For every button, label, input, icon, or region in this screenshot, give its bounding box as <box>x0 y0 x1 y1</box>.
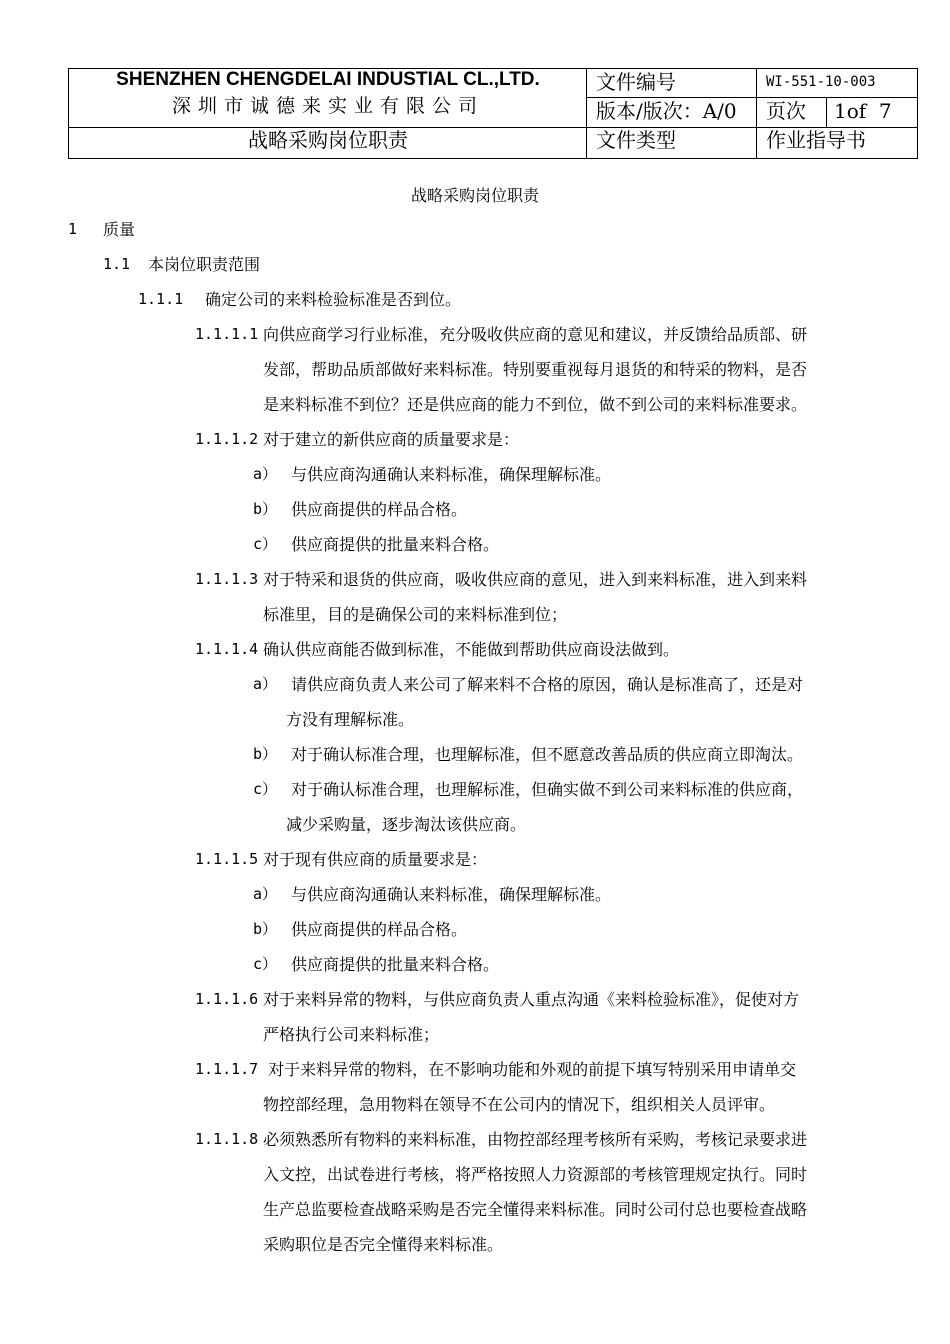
item-number: 1.1.1.6 <box>195 990 259 1008</box>
item-number: 1.1.1.7 <box>195 1060 259 1078</box>
item-number: 1.1.1.1 <box>195 325 259 343</box>
item-text: 减少采购量，逐步淘汰该供应商。 <box>286 815 527 834</box>
doc-type-value: 作业指导书 <box>766 128 866 152</box>
item-text: 对于来料异常的物料，与供应商负责人重点沟通《来料检验标准》，促使对方 <box>263 990 800 1009</box>
item-number: a） <box>253 675 278 693</box>
item-text: 本岗位职责范围 <box>148 255 261 274</box>
item-number: 1.1.1.4 <box>195 640 259 658</box>
page-label: 页次 <box>766 99 806 123</box>
item-number: 1.1.1.2 <box>195 430 259 448</box>
company-name-cn: 深圳市诚德来实业有限公司 <box>171 95 484 117</box>
doc-number-label: 文件编号 <box>596 70 676 94</box>
item-text: 对于现有供应商的质量要求是： <box>263 850 488 869</box>
item-text: 与供应商沟通确认来料标准，确保理解标准。 <box>291 465 612 484</box>
item-text: 对于建立的新供应商的质量要求是： <box>263 430 520 449</box>
item-text: 必须熟悉所有物料的来料标准，由物控部经理考核所有采购，考核记录要求进 <box>263 1130 808 1149</box>
item-text: 方没有理解标准。 <box>286 710 415 729</box>
item-number: 1.1.1.3 <box>195 570 259 588</box>
item-text: 确认供应商能否做到标准，不能做到帮助供应商设法做到。 <box>263 640 680 659</box>
item-text: 与供应商沟通确认来料标准，确保理解标准。 <box>291 885 612 904</box>
item-text: 入文控，出试卷进行考核，将严格按照人力资源部的考核管理规定执行。同时 <box>263 1165 808 1184</box>
item-text: 供应商提供的样品合格。 <box>291 500 468 519</box>
item-text: 对于确认标准合理，也理解标准，但确实做不到公司来料标准的供应商， <box>291 780 804 799</box>
item-number: 1.1.1 <box>138 290 184 308</box>
item-text: 质量 <box>103 220 136 239</box>
item-text: 采购职位是否完全懂得来料标准。 <box>263 1235 504 1254</box>
item-number: c） <box>253 780 278 798</box>
item-number: c） <box>253 955 278 973</box>
doc-type-label: 文件类型 <box>596 128 676 152</box>
item-text: 物控部经理，急用物料在领导不在公司内的情况下，组织相关人员评审。 <box>263 1095 776 1114</box>
item-text: 生产总监要检查战略采购是否完全懂得来料标准。同时公司付总也要检查战略 <box>263 1200 808 1219</box>
page-value: 1of 7 <box>834 99 892 123</box>
item-text: 供应商提供的批量来料合格。 <box>291 955 500 974</box>
item-text: 是来料标准不到位？还是供应商的能力不到位，做不到公司的来料标准要求。 <box>263 395 808 414</box>
company-name-en: SHENZHEN CHENGDELAI INDUSTIAL CL.,LTD. <box>116 69 540 90</box>
page-title: 战略采购岗位职责 <box>410 186 539 205</box>
doc-number-value: WI-551-10-003 <box>766 74 876 90</box>
document-name: 战略采购岗位职责 <box>248 128 408 152</box>
item-number: b） <box>253 920 278 938</box>
item-number: 1.1.1.8 <box>195 1130 259 1148</box>
item-number: a） <box>253 885 278 903</box>
item-number: 1.1 <box>103 255 131 273</box>
item-text: 供应商提供的样品合格。 <box>291 920 468 939</box>
item-text: 向供应商学习行业标准，充分吸收供应商的意见和建议，并反馈给品质部、研 <box>263 325 808 344</box>
item-text: 请供应商负责人来公司了解来料不合格的原因，确认是标准高了，还是对 <box>291 675 804 694</box>
item-number: 1.1.1.5 <box>195 850 259 868</box>
item-number: c） <box>253 535 278 553</box>
item-number: b） <box>253 500 278 518</box>
item-text: 确定公司的来料检验标准是否到位。 <box>205 290 462 309</box>
item-number: 1 <box>68 220 78 238</box>
item-text: 发部，帮助品质部做好来料标准。特别要重视每月退货的和特采的物料，是否 <box>263 360 808 379</box>
item-text: 对于来料异常的物料，在不影响功能和外观的前提下填写特别采用申请单交 <box>263 1060 797 1079</box>
divider <box>826 97 827 128</box>
version-label: 版本/版次：A/0 <box>596 99 737 123</box>
item-number: b） <box>253 745 278 763</box>
item-text: 供应商提供的批量来料合格。 <box>291 535 500 554</box>
item-text: 标准里，目的是确保公司的来料标准到位； <box>263 605 568 624</box>
item-number: a） <box>253 465 278 483</box>
divider <box>756 69 757 158</box>
document-header-table <box>68 68 918 159</box>
item-text: 对于确认标准合理，也理解标准，但不愿意改善品质的供应商立即淘汰。 <box>291 745 804 764</box>
item-text: 对于特采和退货的供应商，吸收供应商的意见，进入到来料标准，进入到来料 <box>263 570 808 589</box>
item-text: 严格执行公司来料标准； <box>263 1025 440 1044</box>
